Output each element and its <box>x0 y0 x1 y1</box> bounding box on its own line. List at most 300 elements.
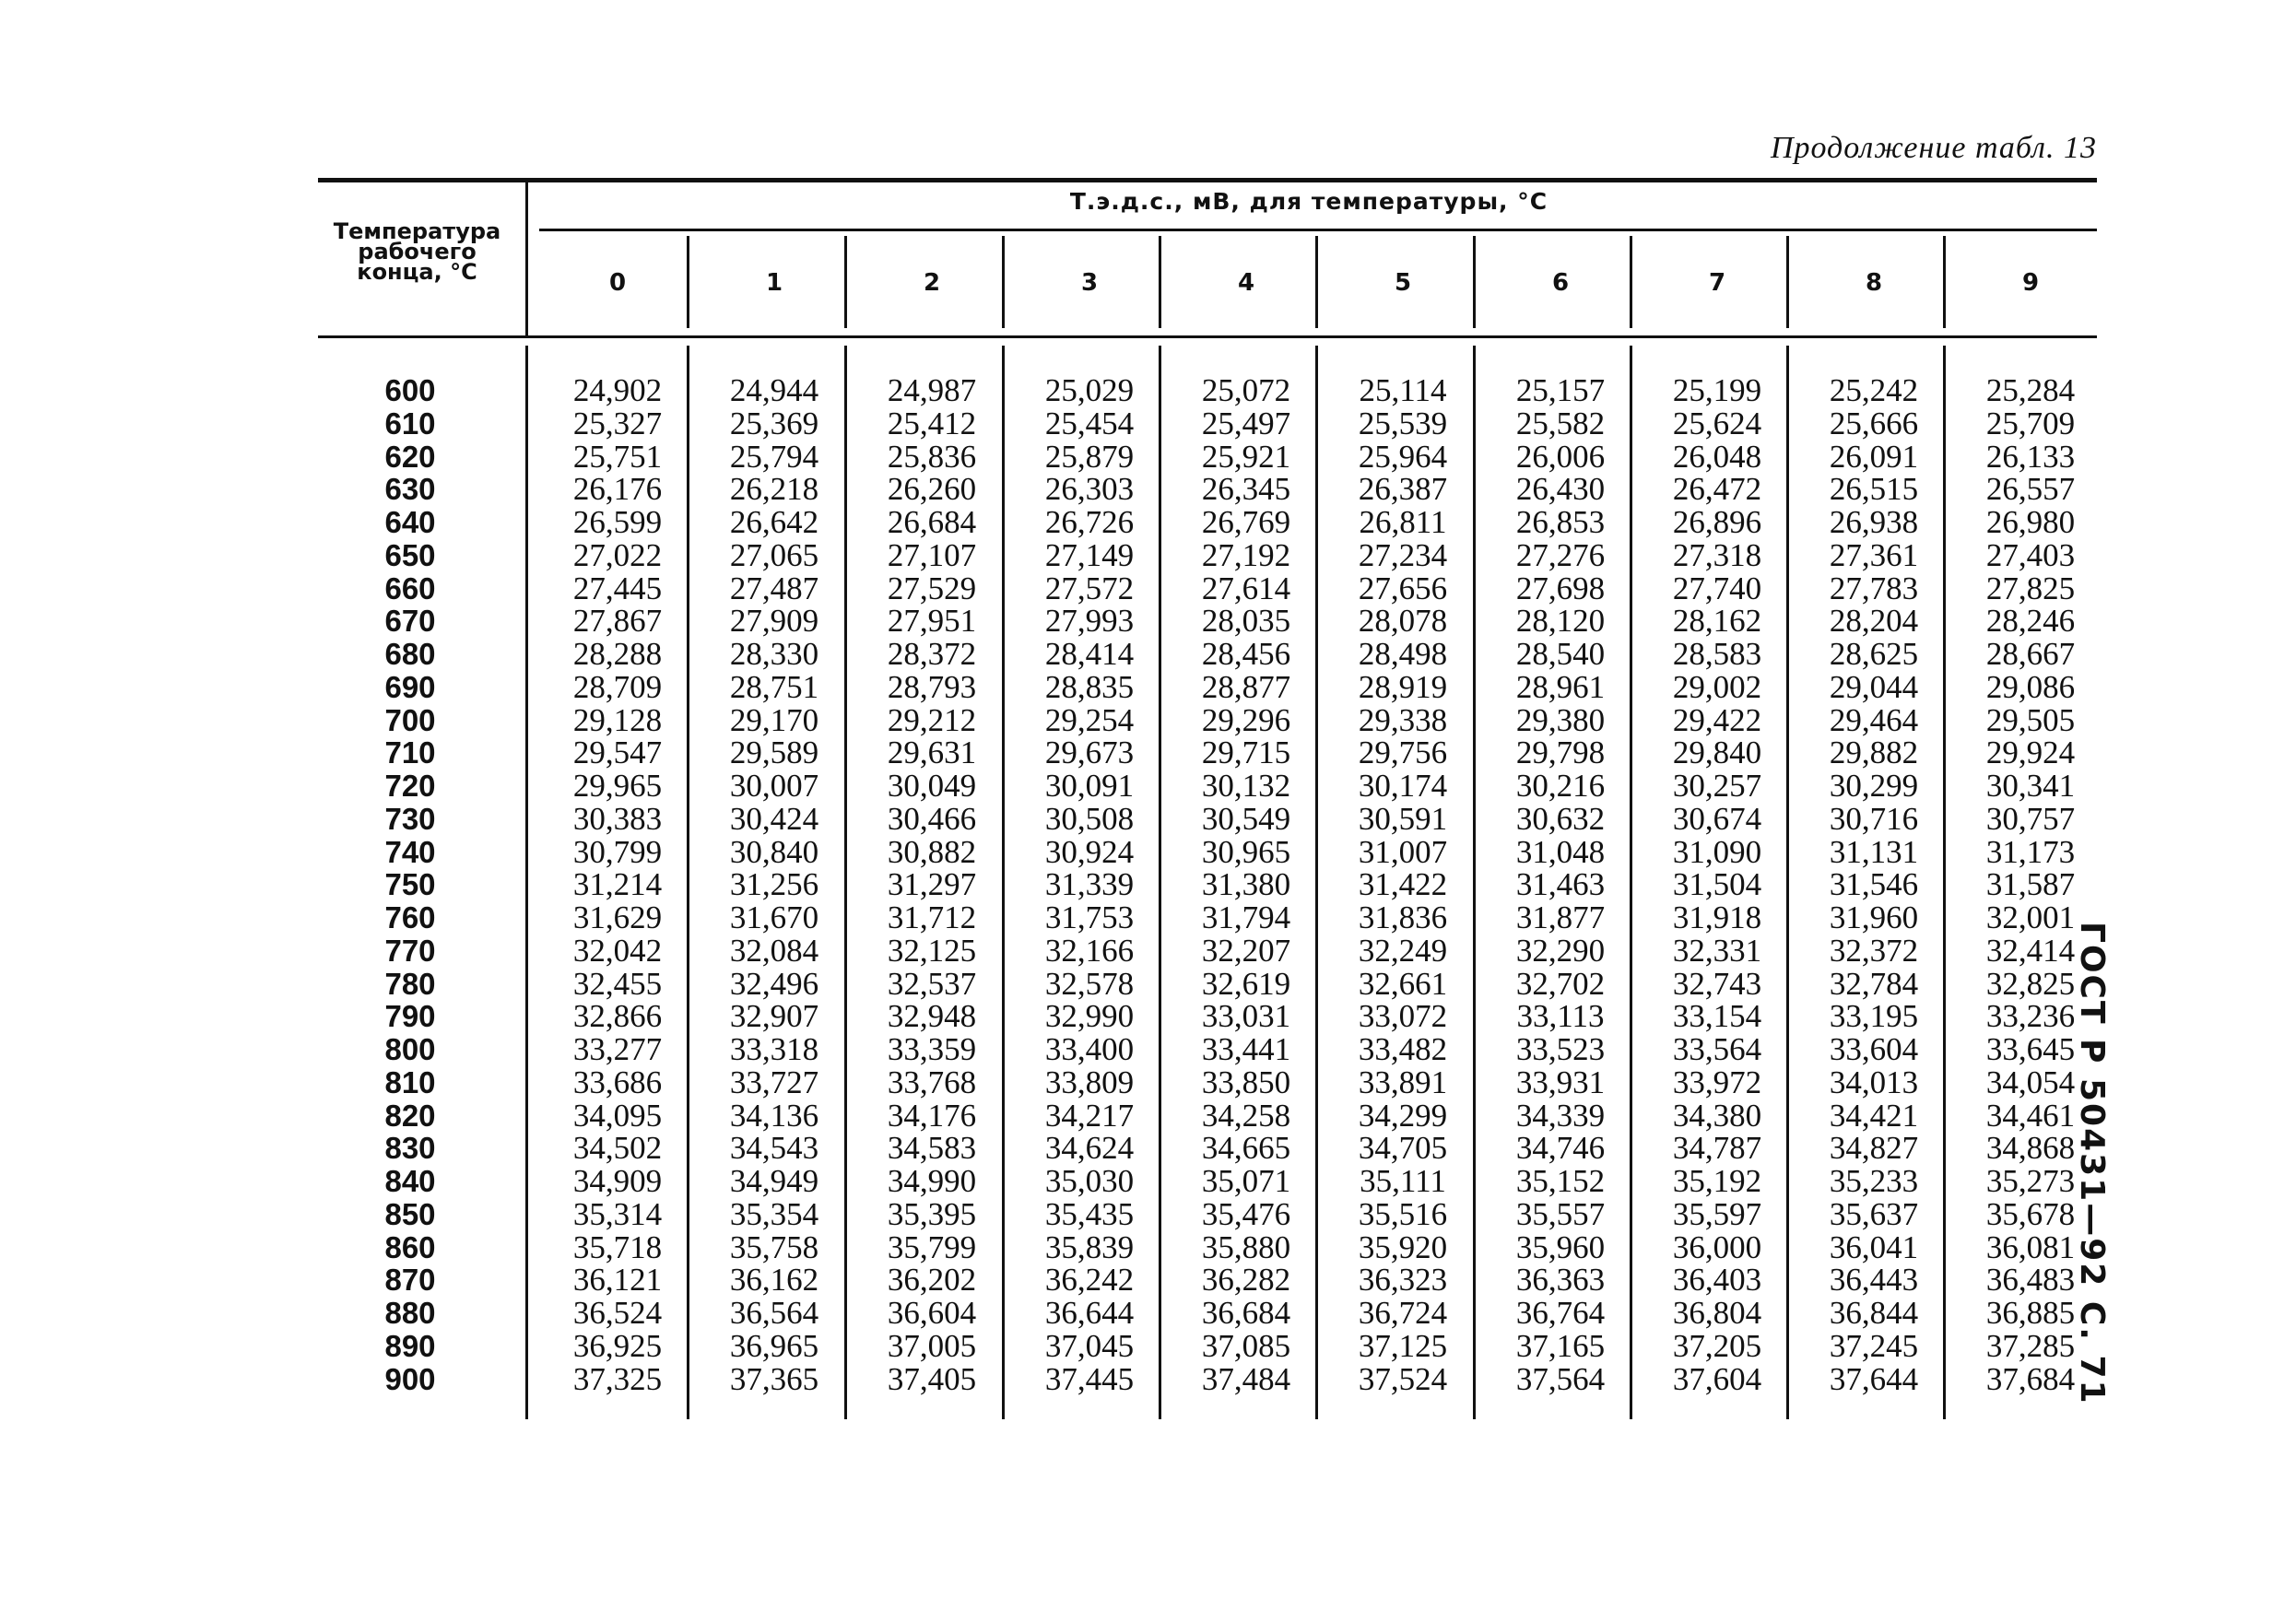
emf-value-cell: 37,165 <box>1515 1328 1606 1364</box>
row-temperature: 880 <box>384 1296 436 1330</box>
emf-value-cell: 36,644 <box>1044 1295 1135 1331</box>
emf-value-cell: 34,176 <box>887 1098 977 1134</box>
row-temperature: 830 <box>384 1131 436 1165</box>
emf-value-cell: 26,176 <box>572 471 663 507</box>
emf-value-cell: 26,642 <box>729 504 819 540</box>
emf-value-cell: 25,157 <box>1515 372 1606 408</box>
emf-value-cell: 33,891 <box>1358 1064 1448 1100</box>
emf-value-cell: 33,113 <box>1516 998 1605 1034</box>
emf-value-cell: 29,840 <box>1672 735 1762 770</box>
row-header <box>323 218 512 285</box>
emf-value-cell: 36,242 <box>1044 1262 1135 1298</box>
column-header: 5 <box>1394 269 1412 297</box>
emf-value-cell: 31,918 <box>1672 899 1762 935</box>
emf-value-cell: 33,564 <box>1672 1031 1762 1067</box>
row-temperature: 640 <box>384 505 436 539</box>
emf-value-cell: 34,868 <box>1985 1130 2076 1166</box>
emf-value-cell: 28,078 <box>1358 603 1448 639</box>
emf-value-cell: 27,867 <box>572 603 663 639</box>
emf-value-cell: 24,902 <box>572 372 663 408</box>
emf-value-cell: 27,192 <box>1201 537 1291 573</box>
emf-value-cell: 35,839 <box>1044 1229 1135 1265</box>
emf-value-cell: 35,597 <box>1672 1196 1762 1232</box>
emf-value-cell: 36,041 <box>1829 1229 1919 1265</box>
emf-value-cell: 29,296 <box>1201 702 1291 738</box>
emf-value-cell: 28,204 <box>1829 603 1919 639</box>
emf-value-cell: 36,483 <box>1985 1262 2076 1298</box>
emf-value-cell: 27,698 <box>1515 570 1606 606</box>
emf-value-cell: 31,463 <box>1515 866 1606 902</box>
emf-value-cell: 34,583 <box>887 1130 977 1166</box>
emf-value-cell: 31,214 <box>572 866 663 902</box>
emf-value-cell: 30,549 <box>1201 801 1291 837</box>
emf-value-cell: 32,290 <box>1515 933 1606 969</box>
emf-value-cell: 31,629 <box>572 899 663 935</box>
emf-value-cell: 27,487 <box>729 570 819 606</box>
emf-value-cell: 27,951 <box>887 603 977 639</box>
emf-value-cell: 31,297 <box>887 866 977 902</box>
emf-value-cell: 30,216 <box>1515 768 1606 804</box>
emf-value-cell: 34,827 <box>1829 1130 1919 1166</box>
emf-value-cell: 25,242 <box>1829 372 1919 408</box>
emf-value-cell: 29,673 <box>1044 735 1135 770</box>
emf-value-cell: 37,684 <box>1985 1361 2076 1397</box>
emf-value-cell: 32,825 <box>1985 966 2076 1002</box>
emf-value-cell: 32,743 <box>1672 966 1762 1002</box>
header-span-rule <box>539 229 2097 231</box>
row-header-line: рабочего <box>358 239 477 264</box>
emf-value-cell: 30,132 <box>1201 768 1291 804</box>
column-header: 4 <box>1237 269 1255 297</box>
emf-value-cell: 37,125 <box>1358 1328 1448 1364</box>
emf-value-cell: 35,799 <box>887 1229 977 1265</box>
emf-value-cell: 33,645 <box>1985 1031 2076 1067</box>
emf-value-cell: 32,207 <box>1201 933 1291 969</box>
emf-value-cell: 27,276 <box>1515 537 1606 573</box>
row-temperature: 750 <box>384 867 436 901</box>
emf-value-cell: 27,572 <box>1044 570 1135 606</box>
emf-value-cell: 28,498 <box>1358 636 1448 672</box>
emf-value-cell: 37,604 <box>1672 1361 1762 1397</box>
emf-value-cell: 35,476 <box>1201 1196 1291 1232</box>
emf-value-cell: 26,048 <box>1672 439 1762 475</box>
emf-value-cell: 32,496 <box>729 966 819 1002</box>
emf-value-cell: 25,624 <box>1672 406 1762 441</box>
emf-value-cell: 37,524 <box>1358 1361 1448 1397</box>
emf-value-cell: 34,217 <box>1044 1098 1135 1134</box>
emf-value-cell: 30,882 <box>887 834 977 870</box>
emf-value-cell: 25,921 <box>1201 439 1291 475</box>
row-temperature: 900 <box>384 1362 436 1396</box>
emf-value-cell: 25,964 <box>1358 439 1448 475</box>
emf-value-cell: 27,909 <box>729 603 819 639</box>
emf-value-cell: 36,081 <box>1985 1229 2076 1265</box>
emf-value-cell: 30,757 <box>1985 801 2076 837</box>
emf-value-cell: 35,314 <box>572 1196 663 1232</box>
emf-value-cell: 33,441 <box>1201 1031 1291 1067</box>
emf-value-cell: 33,727 <box>729 1064 819 1100</box>
row-temperature: 840 <box>384 1164 436 1198</box>
emf-value-cell: 34,299 <box>1358 1098 1448 1134</box>
emf-value-cell: 37,405 <box>887 1361 977 1397</box>
emf-value-cell: 34,258 <box>1201 1098 1291 1134</box>
emf-value-cell: 35,557 <box>1515 1196 1606 1232</box>
emf-value-cell: 29,547 <box>572 735 663 770</box>
emf-value-cell: 29,128 <box>572 702 663 738</box>
emf-value-cell: 32,084 <box>729 933 819 969</box>
emf-value-cell: 28,456 <box>1201 636 1291 672</box>
emf-value-cell: 29,505 <box>1985 702 2076 738</box>
emf-value-cell: 29,464 <box>1829 702 1919 738</box>
row-temperature: 820 <box>384 1099 436 1133</box>
emf-value-cell: 31,007 <box>1358 834 1448 870</box>
emf-value-cell: 31,339 <box>1044 866 1135 902</box>
row-temperature: 630 <box>384 472 436 506</box>
emf-value-cell: 29,589 <box>729 735 819 770</box>
emf-value-cell: 32,125 <box>887 933 977 969</box>
emf-value-cell: 37,644 <box>1829 1361 1919 1397</box>
emf-value-cell: 24,987 <box>887 372 977 408</box>
emf-value-cell: 34,949 <box>729 1163 819 1199</box>
emf-value-cell: 28,625 <box>1829 636 1919 672</box>
emf-value-cell: 34,543 <box>729 1130 819 1166</box>
emf-value-cell: 26,853 <box>1515 504 1606 540</box>
emf-value-cell: 34,421 <box>1829 1098 1919 1134</box>
emf-value-cell: 31,173 <box>1985 834 2076 870</box>
emf-value-cell: 35,030 <box>1044 1163 1135 1199</box>
emf-value-cell: 35,920 <box>1358 1229 1448 1265</box>
emf-value-cell: 33,400 <box>1044 1031 1135 1067</box>
emf-value-cell: 37,564 <box>1515 1361 1606 1397</box>
emf-value-cell: 35,637 <box>1829 1196 1919 1232</box>
emf-value-cell: 28,667 <box>1985 636 2076 672</box>
emf-value-cell: 25,412 <box>887 406 977 441</box>
emf-value-cell: 28,120 <box>1515 603 1606 639</box>
emf-value-cell: 35,152 <box>1515 1163 1606 1199</box>
emf-value-cell: 34,095 <box>572 1098 663 1134</box>
emf-value-cell: 37,325 <box>572 1361 663 1397</box>
emf-value-cell: 29,924 <box>1985 735 2076 770</box>
emf-value-cell: 35,678 <box>1985 1196 2076 1232</box>
emf-value-cell: 29,631 <box>887 735 977 770</box>
row-temperature: 690 <box>384 670 436 704</box>
emf-value-cell: 25,029 <box>1044 372 1135 408</box>
emf-value-cell: 33,809 <box>1044 1064 1135 1100</box>
emf-value-cell: 29,965 <box>572 768 663 804</box>
emf-value-cell: 31,546 <box>1829 866 1919 902</box>
emf-value-cell: 30,632 <box>1515 801 1606 837</box>
emf-value-cell: 37,285 <box>1985 1328 2076 1364</box>
emf-value-cell: 31,877 <box>1515 899 1606 935</box>
row-temperature: 720 <box>384 769 436 803</box>
emf-value-cell: 26,726 <box>1044 504 1135 540</box>
row-temperature: 680 <box>384 637 436 671</box>
emf-value-cell: 27,529 <box>887 570 977 606</box>
emf-value-cell: 35,395 <box>887 1196 977 1232</box>
emf-value-cell: 36,604 <box>887 1295 977 1331</box>
row-temperature: 730 <box>384 802 436 836</box>
emf-value-cell: 36,363 <box>1515 1262 1606 1298</box>
emf-value-cell: 37,484 <box>1201 1361 1291 1397</box>
emf-value-cell: 35,354 <box>729 1196 819 1232</box>
emf-value-cell: 30,508 <box>1044 801 1135 837</box>
emf-value-cell: 30,257 <box>1672 768 1762 804</box>
emf-value-cell: 29,422 <box>1672 702 1762 738</box>
emf-value-cell: 32,990 <box>1044 998 1135 1034</box>
row-temperature: 610 <box>384 406 436 441</box>
row-temperature: 670 <box>384 604 436 638</box>
emf-value-cell: 36,403 <box>1672 1262 1762 1298</box>
emf-value-cell: 30,341 <box>1985 768 2076 804</box>
emf-value-cell: 25,369 <box>729 406 819 441</box>
emf-value-cell: 32,249 <box>1358 933 1448 969</box>
emf-value-cell: 32,414 <box>1985 933 2076 969</box>
emf-value-cell: 31,131 <box>1829 834 1919 870</box>
emf-value-cell: 29,254 <box>1044 702 1135 738</box>
row-header-line: конца, °С <box>357 259 477 285</box>
emf-value-cell: 30,091 <box>1044 768 1135 804</box>
emf-value-cell: 27,234 <box>1358 537 1448 573</box>
emf-value-cell: 24,944 <box>729 372 819 408</box>
row-temperature: 760 <box>384 900 436 934</box>
emf-value-cell: 35,273 <box>1985 1163 2076 1199</box>
emf-value-cell: 25,836 <box>887 439 977 475</box>
emf-value-cell: 29,756 <box>1358 735 1448 770</box>
emf-value-cell: 33,154 <box>1672 998 1762 1034</box>
emf-value-cell: 25,199 <box>1672 372 1762 408</box>
emf-value-cell: 28,709 <box>572 669 663 705</box>
emf-value-cell: 32,372 <box>1829 933 1919 969</box>
emf-value-cell: 31,380 <box>1201 866 1291 902</box>
emf-value-cell: 26,260 <box>887 471 977 507</box>
row-temperature: 710 <box>384 735 436 770</box>
column-header: 2 <box>923 269 941 297</box>
emf-value-cell: 26,515 <box>1829 471 1919 507</box>
emf-value-cell: 26,091 <box>1829 439 1919 475</box>
emf-value-cell: 25,454 <box>1044 406 1135 441</box>
emf-value-cell: 31,587 <box>1985 866 2076 902</box>
emf-value-cell: 33,482 <box>1358 1031 1448 1067</box>
emf-value-cell: 28,162 <box>1672 603 1762 639</box>
emf-value-cell: 34,461 <box>1985 1098 2076 1134</box>
emf-value-cell: 30,840 <box>729 834 819 870</box>
emf-value-cell: 31,960 <box>1829 899 1919 935</box>
emf-value-cell: 27,022 <box>572 537 663 573</box>
emf-value-cell: 33,277 <box>572 1031 663 1067</box>
emf-value-cell: 34,746 <box>1515 1130 1606 1166</box>
emf-value-cell: 30,591 <box>1358 801 1448 837</box>
emf-value-cell: 32,001 <box>1985 899 2076 935</box>
emf-value-cell: 31,670 <box>729 899 819 935</box>
emf-value-cell: 33,931 <box>1515 1064 1606 1100</box>
emf-value-cell: 36,965 <box>729 1328 819 1364</box>
emf-value-cell: 36,804 <box>1672 1295 1762 1331</box>
emf-value-cell: 25,794 <box>729 439 819 475</box>
emf-value-cell: 29,882 <box>1829 735 1919 770</box>
emf-value-cell: 28,414 <box>1044 636 1135 672</box>
emf-value-cell: 36,443 <box>1829 1262 1919 1298</box>
emf-value-cell: 26,345 <box>1201 471 1291 507</box>
emf-value-cell: 25,879 <box>1044 439 1135 475</box>
emf-value-cell: 28,540 <box>1515 636 1606 672</box>
emf-value-cell: 32,661 <box>1358 966 1448 1002</box>
column-header: 8 <box>1865 269 1883 297</box>
emf-value-cell: 29,212 <box>887 702 977 738</box>
emf-value-cell: 29,002 <box>1672 669 1762 705</box>
emf-value-cell: 32,166 <box>1044 933 1135 969</box>
row-temperature: 620 <box>384 440 436 474</box>
emf-value-cell: 31,794 <box>1201 899 1291 935</box>
emf-value-cell: 37,005 <box>887 1328 977 1364</box>
emf-value-cell: 26,769 <box>1201 504 1291 540</box>
emf-value-cell: 25,497 <box>1201 406 1291 441</box>
row-temperature: 890 <box>384 1329 436 1363</box>
emf-value-cell: 26,387 <box>1358 471 1448 507</box>
emf-value-cell: 36,282 <box>1201 1262 1291 1298</box>
emf-value-cell: 36,764 <box>1515 1295 1606 1331</box>
emf-value-cell: 27,445 <box>572 570 663 606</box>
emf-value-cell: 33,031 <box>1201 998 1291 1034</box>
emf-value-cell: 36,724 <box>1358 1295 1448 1331</box>
emf-value-cell: 35,435 <box>1044 1196 1135 1232</box>
emf-value-cell: 31,504 <box>1672 866 1762 902</box>
emf-value-cell: 28,035 <box>1201 603 1291 639</box>
emf-value-cell: 32,578 <box>1044 966 1135 1002</box>
standard-page-label: ГОСТ Р 50431—92 С. 71 <box>2073 922 2111 1405</box>
emf-value-cell: 27,614 <box>1201 570 1291 606</box>
emf-value-cell: 37,365 <box>729 1361 819 1397</box>
emf-value-cell: 28,877 <box>1201 669 1291 705</box>
emf-value-cell: 26,218 <box>729 471 819 507</box>
emf-value-cell: 32,907 <box>729 998 819 1034</box>
emf-value-cell: 30,965 <box>1201 834 1291 870</box>
emf-value-cell: 30,466 <box>887 801 977 837</box>
emf-value-cell: 34,909 <box>572 1163 663 1199</box>
emf-value-cell: 25,582 <box>1515 406 1606 441</box>
emf-value-cell: 32,042 <box>572 933 663 969</box>
emf-value-cell: 34,380 <box>1672 1098 1762 1134</box>
emf-value-cell: 33,318 <box>729 1031 819 1067</box>
emf-value-cell: 34,787 <box>1672 1130 1762 1166</box>
emf-value-cell: 36,885 <box>1985 1295 2076 1331</box>
emf-value-cell: 29,338 <box>1358 702 1448 738</box>
emf-value-cell: 30,007 <box>729 768 819 804</box>
row-temperature: 850 <box>384 1197 436 1231</box>
emf-value-cell: 33,972 <box>1672 1064 1762 1100</box>
emf-value-cell: 34,339 <box>1515 1098 1606 1134</box>
row-temperature: 780 <box>384 967 436 1001</box>
emf-value-cell: 35,880 <box>1201 1229 1291 1265</box>
column-header: 1 <box>765 269 783 297</box>
column-header: 9 <box>2021 269 2040 297</box>
emf-value-cell: 34,624 <box>1044 1130 1135 1166</box>
emf-value-cell: 36,844 <box>1829 1295 1919 1331</box>
emf-value-cell: 36,564 <box>729 1295 819 1331</box>
row-header-line: Температура <box>333 218 501 244</box>
emf-value-cell: 32,619 <box>1201 966 1291 1002</box>
emf-value-cell: 35,233 <box>1829 1163 1919 1199</box>
emf-value-cell: 37,245 <box>1829 1328 1919 1364</box>
table-top-rule <box>318 178 2097 182</box>
emf-value-cell: 35,516 <box>1358 1196 1448 1232</box>
emf-value-cell: 30,674 <box>1672 801 1762 837</box>
emf-value-cell: 37,205 <box>1672 1328 1762 1364</box>
emf-value-cell: 31,090 <box>1672 834 1762 870</box>
emf-value-cell: 27,783 <box>1829 570 1919 606</box>
emf-value-cell: 26,557 <box>1985 471 2076 507</box>
emf-value-cell: 32,784 <box>1829 966 1919 1002</box>
emf-value-cell: 34,136 <box>729 1098 819 1134</box>
emf-value-cell: 30,049 <box>887 768 977 804</box>
emf-value-cell: 36,202 <box>887 1262 977 1298</box>
emf-value-cell: 35,192 <box>1672 1163 1762 1199</box>
emf-value-cell: 26,896 <box>1672 504 1762 540</box>
emf-value-cell: 37,045 <box>1044 1328 1135 1364</box>
emf-value-cell: 30,924 <box>1044 834 1135 870</box>
row-temperature: 870 <box>384 1263 436 1297</box>
emf-value-cell: 32,866 <box>572 998 663 1034</box>
emf-value-cell: 27,656 <box>1358 570 1448 606</box>
emf-value-cell: 33,359 <box>887 1031 977 1067</box>
column-header: 0 <box>608 269 627 297</box>
emf-value-cell: 31,753 <box>1044 899 1135 935</box>
emf-value-cell: 36,684 <box>1201 1295 1291 1331</box>
emf-value-cell: 28,919 <box>1358 669 1448 705</box>
emf-value-cell: 26,133 <box>1985 439 2076 475</box>
emf-value-cell: 33,686 <box>572 1064 663 1100</box>
emf-value-cell: 26,472 <box>1672 471 1762 507</box>
emf-value-cell: 32,331 <box>1672 933 1762 969</box>
emf-value-cell: 25,114 <box>1359 372 1447 408</box>
row-temperature: 740 <box>384 835 436 869</box>
emf-value-cell: 29,715 <box>1201 735 1291 770</box>
row-temperature: 650 <box>384 538 436 572</box>
emf-value-cell: 28,330 <box>729 636 819 672</box>
emf-value-cell: 26,980 <box>1985 504 2076 540</box>
emf-value-cell: 36,925 <box>572 1328 663 1364</box>
row-temperature: 700 <box>384 703 436 737</box>
emf-value-cell: 32,702 <box>1515 966 1606 1002</box>
row-temperature: 770 <box>384 934 436 968</box>
emf-span-header: Т.э.д.с., мВ, для температуры, °С <box>1069 188 1548 215</box>
emf-value-cell: 28,835 <box>1044 669 1135 705</box>
emf-value-cell: 36,162 <box>729 1262 819 1298</box>
emf-value-cell: 26,599 <box>572 504 663 540</box>
emf-value-cell: 34,705 <box>1358 1130 1448 1166</box>
emf-value-cell: 30,716 <box>1829 801 1919 837</box>
emf-value-cell: 29,798 <box>1515 735 1606 770</box>
emf-value-cell: 33,072 <box>1358 998 1448 1034</box>
emf-value-cell: 28,751 <box>729 669 819 705</box>
emf-value-cell: 26,811 <box>1359 504 1447 540</box>
emf-value-cell: 33,195 <box>1829 998 1919 1034</box>
emf-value-cell: 32,455 <box>572 966 663 1002</box>
emf-value-cell: 35,718 <box>572 1229 663 1265</box>
column-header: 3 <box>1080 269 1099 297</box>
emf-value-cell: 30,299 <box>1829 768 1919 804</box>
emf-value-cell: 27,361 <box>1829 537 1919 573</box>
emf-value-cell: 27,149 <box>1044 537 1135 573</box>
emf-value-cell: 28,372 <box>887 636 977 672</box>
emf-value-cell: 29,170 <box>729 702 819 738</box>
emf-value-cell: 33,768 <box>887 1064 977 1100</box>
row-temperature: 860 <box>384 1230 436 1264</box>
emf-value-cell: 31,712 <box>887 899 977 935</box>
emf-value-cell: 30,383 <box>572 801 663 837</box>
emf-value-cell: 25,709 <box>1985 406 2076 441</box>
emf-value-cell: 36,121 <box>572 1262 663 1298</box>
emf-value-cell: 28,288 <box>572 636 663 672</box>
